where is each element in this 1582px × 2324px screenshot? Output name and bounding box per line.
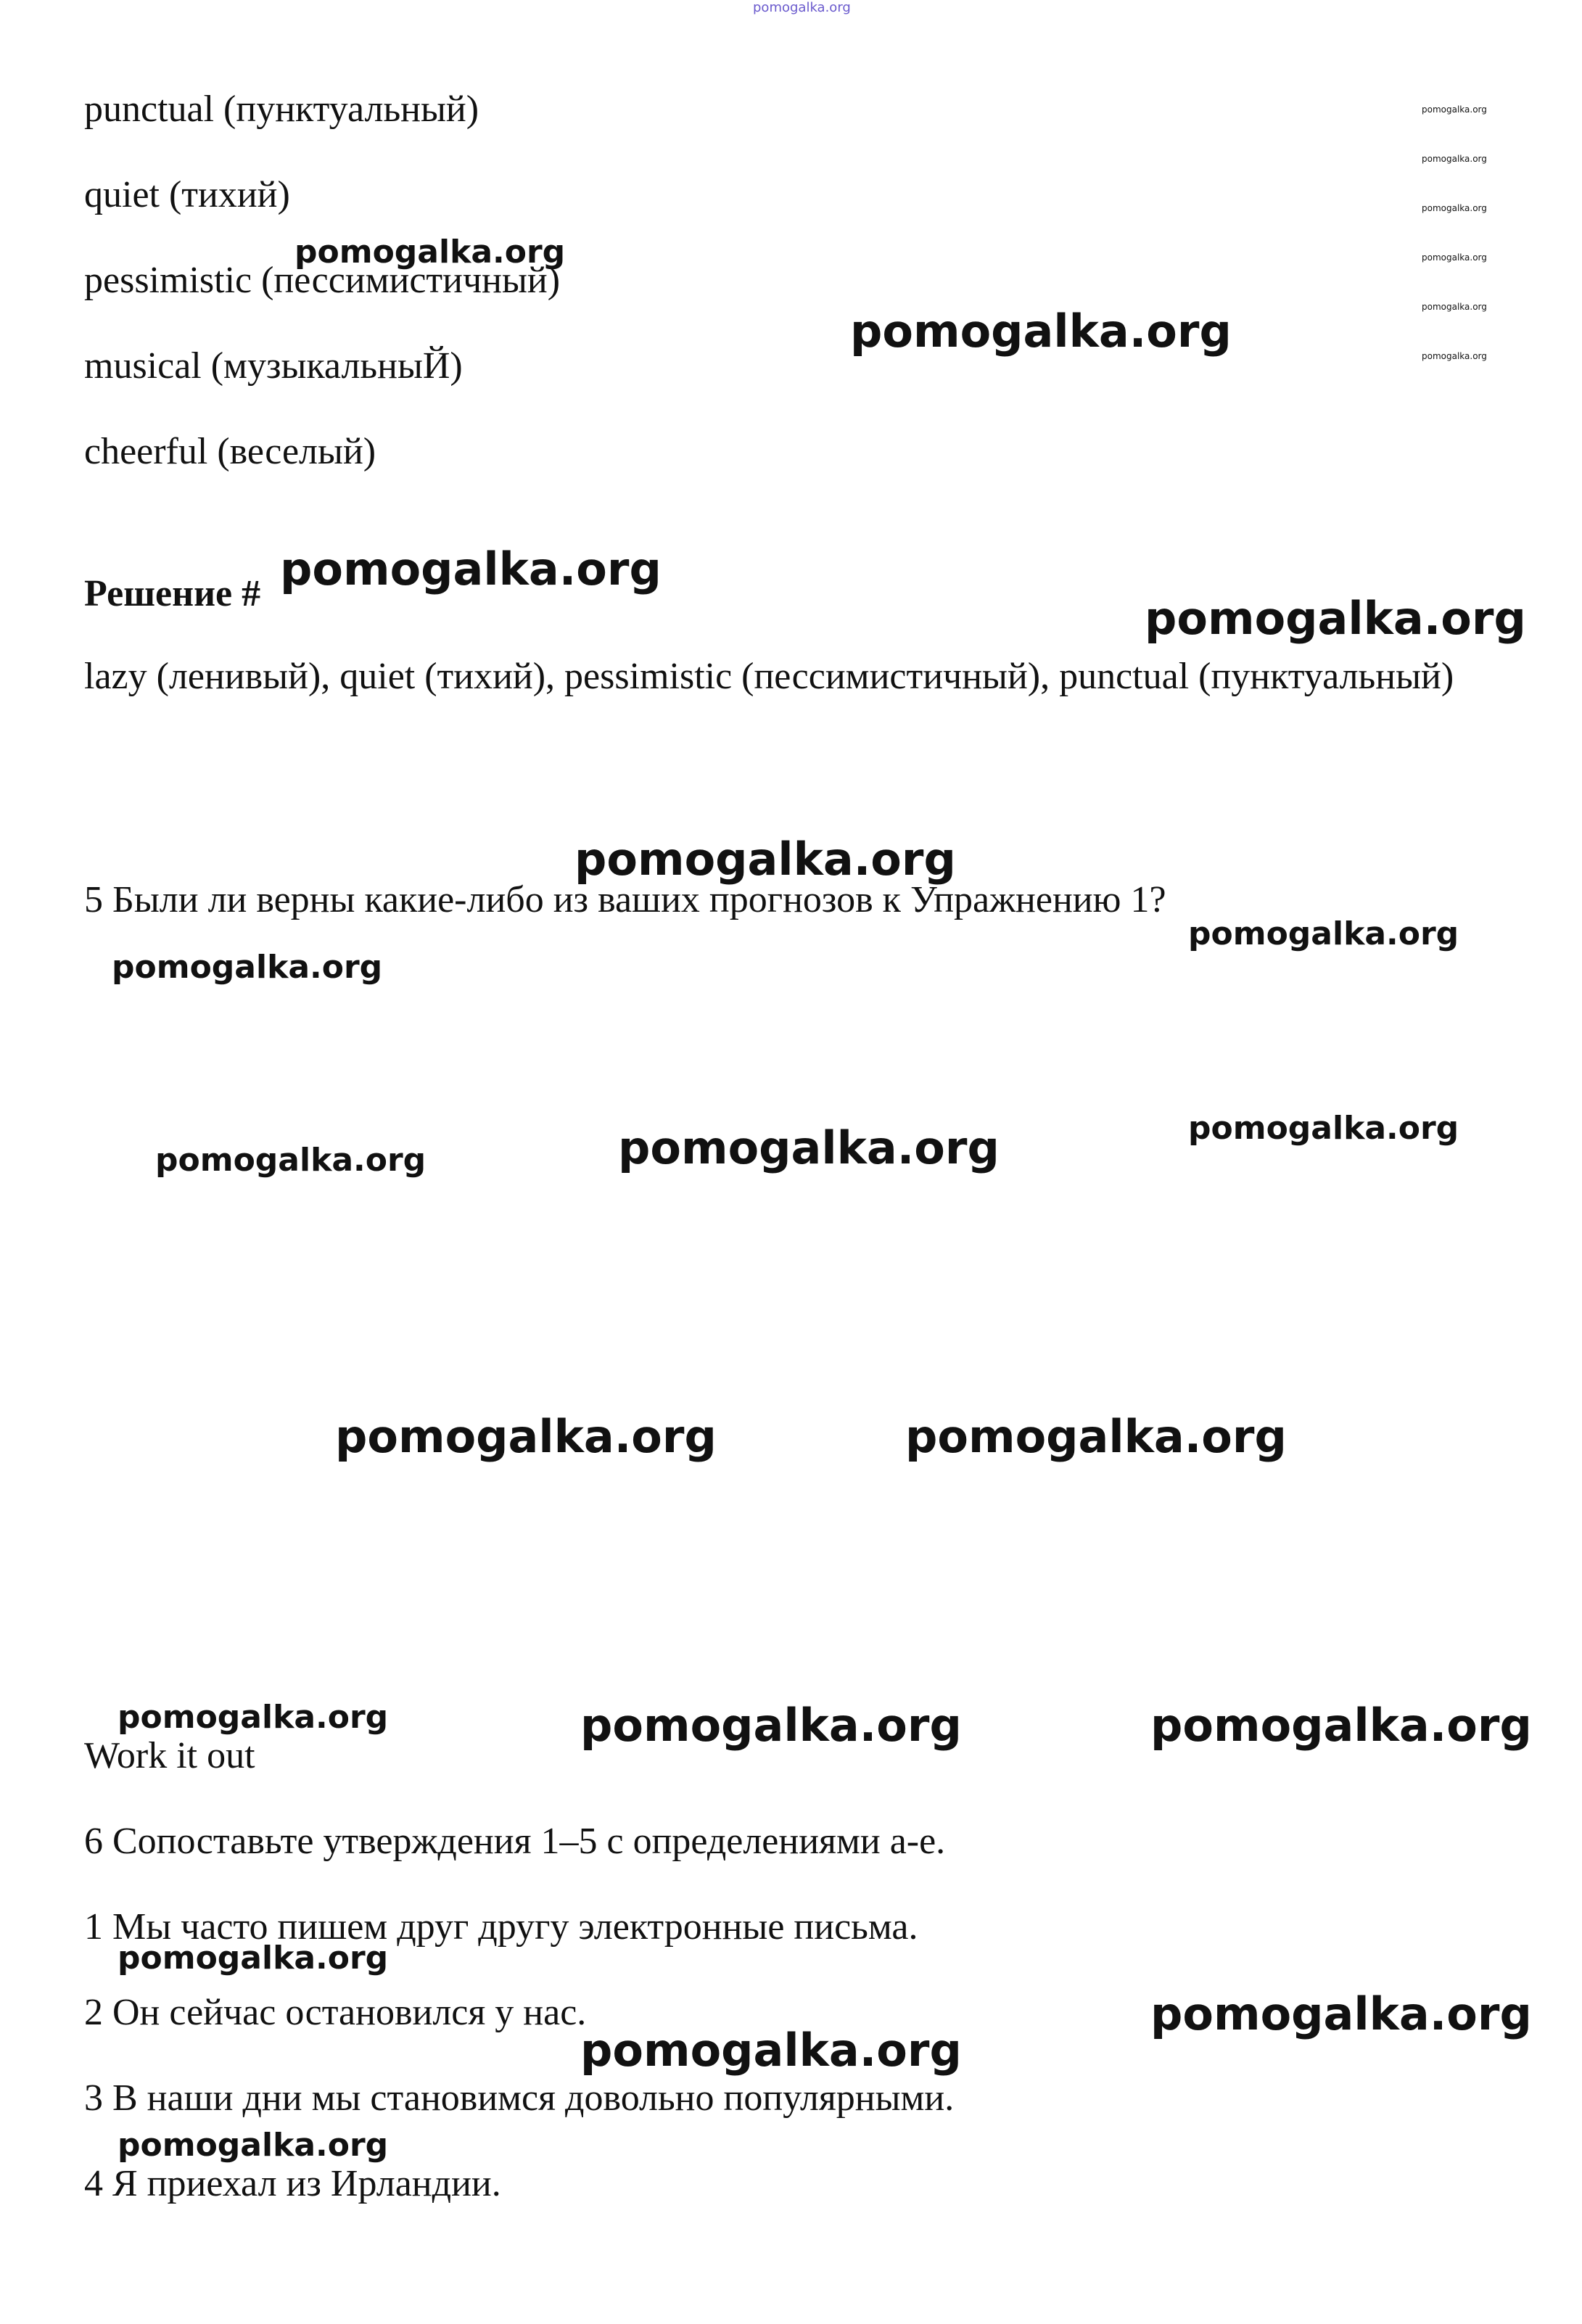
solution-heading: Решение # (84, 573, 261, 614)
watermark: pomogalka.org (118, 1699, 389, 1736)
task-6: 6 Сопоставьте утверждения 1–5 с определениями a-e. (84, 1821, 946, 1862)
watermark: pomogalka.org (574, 833, 956, 886)
watermark: pomogalka.org (580, 1699, 962, 1752)
statement-3: 3 В наши дни мы становимся довольно популярными. (84, 2077, 955, 2119)
watermark: pomogalka.org (1188, 1110, 1459, 1147)
watermark-tiny-2: pomogalka.org (1422, 154, 1487, 164)
watermark: pomogalka.org (118, 1940, 389, 1977)
watermark: pomogalka.org (1188, 915, 1459, 952)
solution-answer: lazy (ленивый), quiet (тихий), pessimistic (пессимистичный), punctual (пунктуальный) (84, 656, 1454, 697)
statement-1: 1 Мы часто пишем друг другу электронные письма. (84, 1906, 918, 1948)
watermark-tiny-4: pomogalka.org (1422, 252, 1487, 263)
work-it-out-title: Work it out (84, 1735, 255, 1776)
watermark: pomogalka.org (1150, 1987, 1532, 2040)
vocab-item-punctual: punctual (пунктуальный) (84, 88, 479, 130)
watermark: pomogalka.org (112, 949, 383, 986)
watermark: pomogalka.org (1150, 1699, 1532, 1752)
watermark: pomogalka.org (1145, 592, 1526, 645)
watermark-tiny-3: pomogalka.org (1422, 203, 1487, 213)
vocab-item-pessimistic: pessimistic (пессимистичный) (84, 260, 561, 301)
watermark-tiny-6: pomogalka.org (1422, 351, 1487, 361)
question-5: 5 Были ли верны какие-либо из ваших прогнозов к Упражнению 1? (84, 879, 1166, 920)
watermark: pomogalka.org (294, 234, 566, 271)
watermark: pomogalka.org (155, 1142, 427, 1179)
watermark-tiny-1: pomogalka.org (1422, 104, 1487, 115)
vocab-item-quiet: quiet (тихий) (84, 174, 290, 215)
watermark-tiny-5: pomogalka.org (1422, 302, 1487, 312)
watermark: pomogalka.org (905, 1410, 1287, 1463)
vocab-item-cheerful: cheerful (веселый) (84, 431, 376, 472)
statement-2: 2 Он сейчас остановился у нас. (84, 1992, 587, 2033)
watermark: pomogalka.org (618, 1121, 1000, 1174)
watermark: pomogalka.org (118, 2127, 389, 2164)
vocab-item-musical: musical (музыкальныЙ) (84, 345, 463, 387)
watermark: pomogalka.org (280, 543, 662, 596)
watermark: pomogalka.org (580, 2024, 962, 2077)
watermark-top: pomogalka.org (753, 0, 851, 15)
watermark: pomogalka.org (850, 305, 1232, 358)
watermark: pomogalka.org (335, 1410, 717, 1463)
statement-4: 4 Я приехал из Ирландии. (84, 2163, 501, 2204)
